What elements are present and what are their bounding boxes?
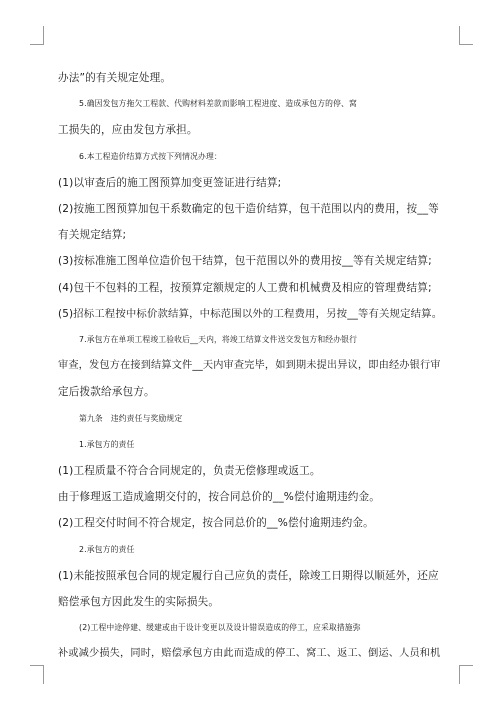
- text-line: (2)工程交付时间不符合规定，按合同总价的__%偿付逾期违约金。: [58, 517, 374, 530]
- text-line: 5.确因发包方拖欠工程款、代购材料差款而影响工程进度、造成承包方的停、窝: [79, 99, 357, 109]
- section-heading: 第九条 违约责任与奖励规定: [79, 413, 183, 423]
- text-line: 2.承包方的责任: [79, 544, 135, 554]
- text-line: 7.承包方在单项工程竣工验收后__天内，将竣工结算文件送交发包方和经办银行: [79, 335, 358, 345]
- text-line: (1)以审查后的施工图预算加变更签证进行结算;: [58, 176, 282, 189]
- text-line: (2)按施工图预算加包干系数确定的包干造价结算，包干范围以内的费用，按__等: [58, 203, 439, 216]
- text-line: (5)招标工程按中标价款结算，中标范围以外的工程费用，另按__等有关规定结算。: [58, 307, 443, 320]
- text-line: 1.承包方的责任: [79, 439, 135, 449]
- text-line: 补或减少损失，同时，赔偿承包方由此而造成的停工、窝工、返工、倒运、人员和机: [58, 648, 441, 660]
- text-line: (4)包干不包料的工程，按预算定额规定的人工费和机械费及相应的管理费结算;: [58, 281, 432, 294]
- crop-mark-top-left: [30, 26, 44, 45]
- text-line: 定后拨款给承包方。: [58, 386, 155, 399]
- crop-mark-bottom-right: [459, 665, 473, 684]
- crop-mark-top-right: [459, 26, 473, 45]
- text-line: 审查，发包方在接到结算文件__天内审查完毕，如到期未提出异议，即由经办银行审: [58, 360, 441, 372]
- text-line: (2)工程中途停建、缓建或由于设计变更以及设计错误造成的停工，应采取措施弥: [79, 623, 361, 633]
- text-line: 工损失的，应由发包方承担。: [58, 124, 198, 137]
- text-line: 赔偿承包方因此发生的实际损失。: [58, 596, 220, 609]
- document-body: [58, 65, 446, 668]
- text-line: 6.本工程造价结算方式按下列情况办理：: [79, 151, 222, 161]
- text-line: (1)工程质量不符合合同规定的，负责无偿修理或返工。: [58, 465, 321, 478]
- text-line: (1)未能按照承包合同的规定履行自己应负的责任，除竣工日期得以顺延外，还应: [58, 569, 439, 582]
- text-line: (3)按标准施工图单位造价包干结算，包干范围以外的费用按__等有关规定结算;: [58, 255, 432, 268]
- crop-mark-bottom-left: [30, 665, 44, 684]
- text-line: 有关规定结算;: [58, 229, 127, 242]
- text-line: 由于修理返工造成逾期交付的，按合同总价的__%偿付逾期违约金。: [58, 491, 380, 504]
- text-line: 办法”的有关规定处理。: [58, 72, 172, 84]
